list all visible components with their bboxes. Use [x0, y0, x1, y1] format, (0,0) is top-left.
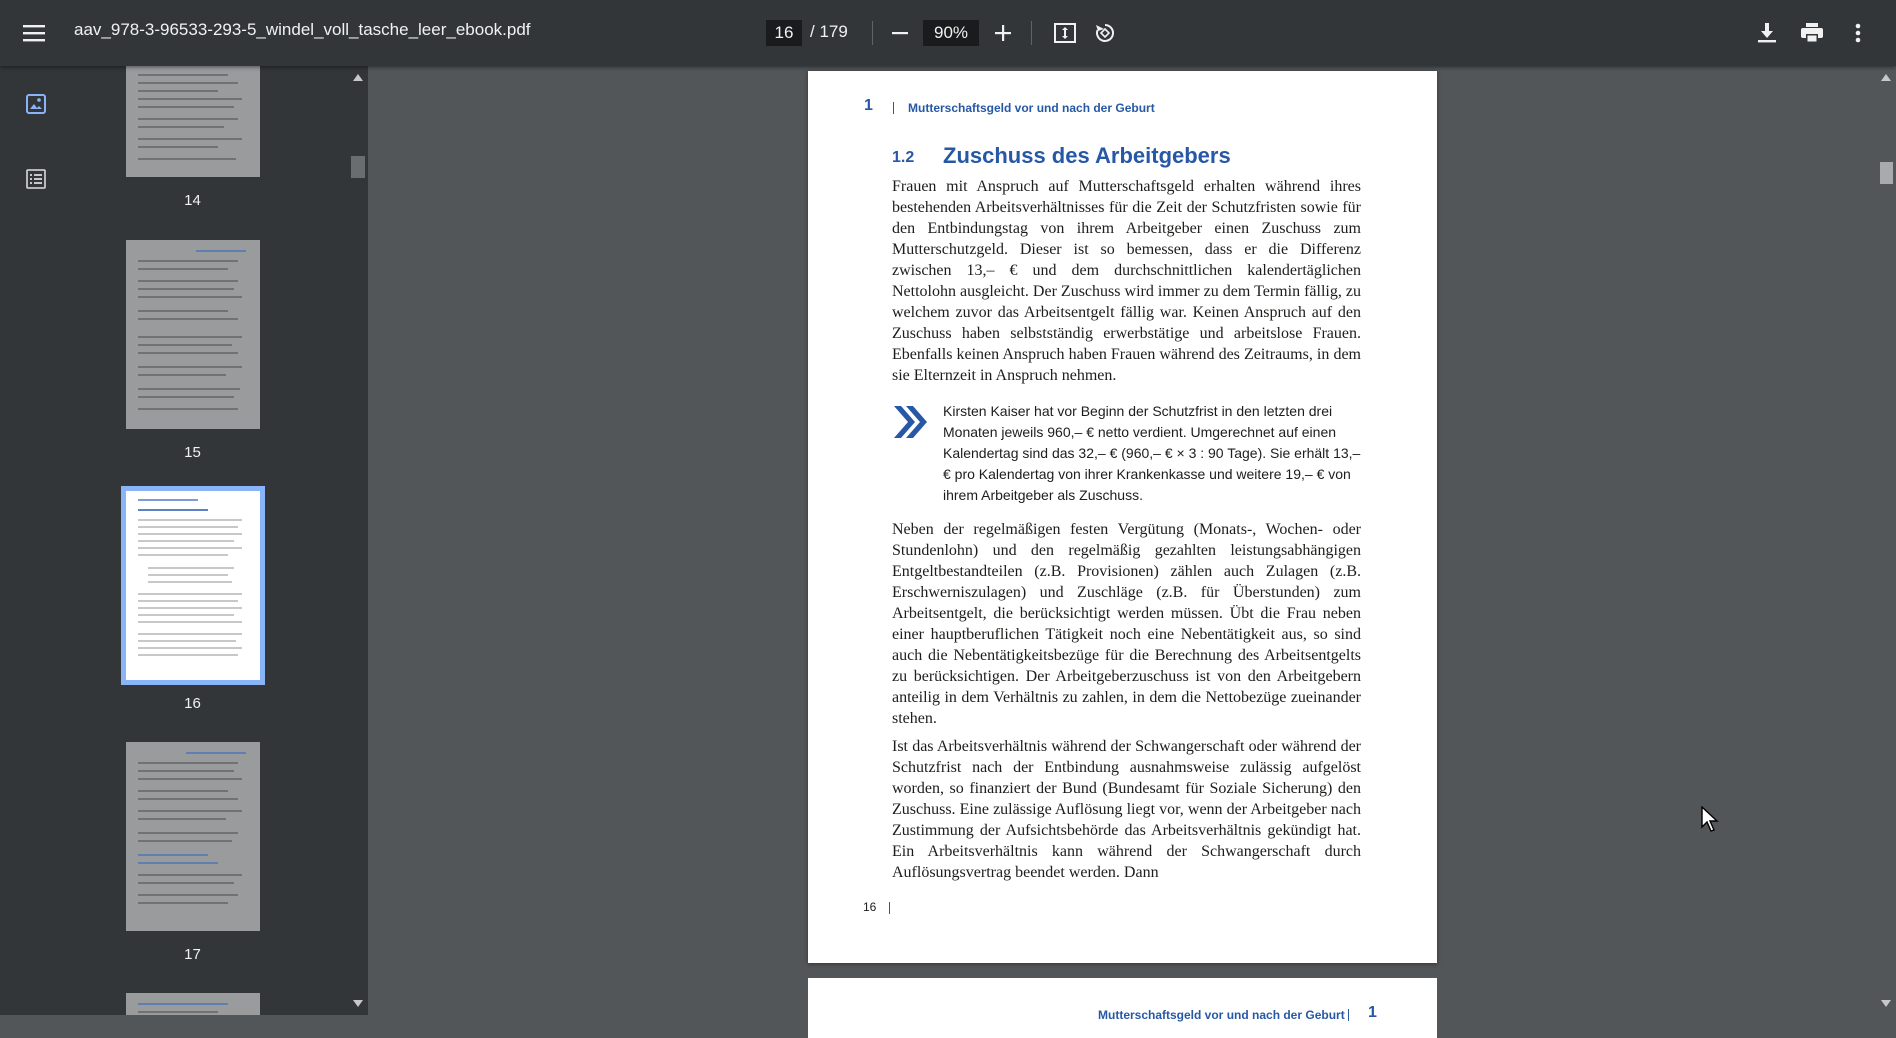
- zoom-level-input[interactable]: 90%: [923, 20, 979, 46]
- scroll-down-icon[interactable]: [1881, 1000, 1891, 1007]
- sidebar: [0, 66, 348, 1015]
- page-thumbnail[interactable]: [126, 66, 260, 177]
- thumbnail-list: [110, 66, 275, 1015]
- document-outline-icon[interactable]: [16, 159, 56, 199]
- example-box: Kirsten Kaiser hat vor Beginn der Schutzfrist in den letzten drei Monaten jeweils 960,– € netto verdient. Umgerechnet auf einen Kalendertag sind das 32,– € (960,– € × 3 : 90 Tage). Sie erhält 13,– € pro Kalendertag von ihrer Krankenkasse und weitere 19,– € von ihrem Arbeitgeber als Zuschuss.: [943, 403, 1361, 503]
- footer-divider: [889, 902, 890, 914]
- scroll-down-icon[interactable]: [353, 1000, 363, 1007]
- sidebar-scrollbar[interactable]: [348, 66, 368, 1015]
- fit-to-page-icon[interactable]: [1045, 13, 1085, 53]
- page-number-input[interactable]: 16: [766, 20, 802, 46]
- document-title: aav_978-3-96533-293-5_windel_voll_tasche_leer_ebook.pdf: [74, 20, 531, 39]
- thumbnail-page-number: 17: [184, 946, 201, 963]
- more-options-icon[interactable]: [1838, 13, 1878, 53]
- print-icon[interactable]: [1792, 13, 1832, 53]
- rotate-icon[interactable]: [1085, 13, 1125, 53]
- header-divider: [893, 102, 894, 114]
- header-divider: [1348, 1009, 1349, 1021]
- zoom-in-button[interactable]: [983, 13, 1023, 53]
- download-icon[interactable]: [1747, 13, 1787, 53]
- chapter-number: 1: [864, 97, 873, 114]
- thumbnail-page-number: 16: [184, 695, 201, 712]
- chapter-header: Mutterschaftsgeld vor und nach der Geburt: [1098, 1008, 1345, 1022]
- pdf-page: [808, 71, 1437, 963]
- page-thumbnail[interactable]: [126, 240, 260, 429]
- menu-icon[interactable]: [14, 13, 54, 53]
- pdf-next-page: [808, 978, 1437, 1038]
- chapter-header: Mutterschaftsgeld vor und nach der Geburt: [908, 101, 1155, 115]
- document-scroll-thumb[interactable]: [1880, 162, 1893, 184]
- scroll-up-icon[interactable]: [1881, 74, 1891, 81]
- page-footer-number: 16: [863, 900, 877, 914]
- page-thumbnail[interactable]: [126, 993, 260, 1015]
- zoom-out-button[interactable]: [880, 13, 920, 53]
- chapter-number: 1: [1368, 1004, 1377, 1021]
- thumbnail-page-number: 14: [184, 192, 201, 209]
- body-paragraph: Neben der regelmäßigen festen Vergütung (Monats-, Wochen- oder Stundenlohn) und den regelmäßig gezahlten leistungsabhängigen Entgeltbestandteilen (z.B. Provisionen) zählen auch Zulagen (z.B. Erschwerniszulagen) und Zuschläge (z.B. für Überstunden) zum Arbeitsentgelt, die berücksichtigt werden müssen. Übt die Frau neben einer hauptberuflichen Tätigkeit noch eine Nebentätigkeit aus, so sind auch die Nebentätigkeitsbezüge für die Berechnung des Arbeitsentgelts zu berücksichtigen. Der Arbeitgeberzuschuss ist von den Arbeitgebern anteilig in dem Verhältnis zu zahlen, in dem die Nettobezüge zueinander stehen.: [892, 521, 1361, 727]
- page-total: / 179: [810, 22, 848, 41]
- page-thumbnail-selected[interactable]: [126, 491, 260, 680]
- section-number: 1.2: [892, 149, 915, 166]
- mouse-cursor-icon: [1701, 806, 1719, 837]
- section-title: Zuschuss des Arbeitgebers: [943, 143, 1231, 168]
- body-paragraph: Ist das Arbeitsverhältnis während der Schwangerschaft oder während der Schutzfrist nach der Entbindung ausnahmsweise zulässig aufgelöst worden, so finanziert der Bund (Bundesamt für Soziale Sicherung) den Zuschuss. Eine zulässige Auflösung liegt vor, wenn der Arbeitgeber nach Zustimmung der Aufsichtsbehörde das Arbeitsverhältnis gekündigt hat. Ein Arbeitsverhältnis kann während der Schwangerschaft durch Auflösungsvertrag beendet werden. Dann: [892, 738, 1361, 881]
- toolbar-divider: [872, 21, 873, 45]
- sidebar-scroll-thumb[interactable]: [351, 156, 365, 178]
- pdf-toolbar: [0, 0, 1896, 66]
- toolbar-divider: [1031, 21, 1032, 45]
- thumbnail-view-icon[interactable]: [16, 84, 56, 124]
- example-marker-icon: [892, 404, 928, 445]
- document-scrollbar[interactable]: [1876, 66, 1896, 1015]
- scroll-up-icon[interactable]: [353, 74, 363, 81]
- page-thumbnail[interactable]: [126, 742, 260, 931]
- thumbnail-page-number: 15: [184, 444, 201, 461]
- body-paragraph: Frauen mit Anspruch auf Mutterschaftsgeld erhalten während ihres bestehenden Arbeitsverhältnisses für die Zeit der Schutzfristen sowie für den Entbindungstag von ihrem Arbeitgeber einen Zuschuss zum Mutterschutzgeld. Dieser ist so bemessen, dass er die Differenz zwischen 13,– € und dem durchschnittlichen kalendertäglichen Nettolohn ausgleicht. Der Zuschuss wird immer zu dem Termin fällig, zu welchem zuvor das Arbeitsentgelt fällig war. Keinen Anspruch auf den Zuschuss haben selbstständig erwerbstätige und arbeitslose Frauen. Ebenfalls keinen Anspruch haben Frauen während des Zeitraums, in dem sie Elternzeit in Anspruch nehmen.: [892, 178, 1361, 384]
